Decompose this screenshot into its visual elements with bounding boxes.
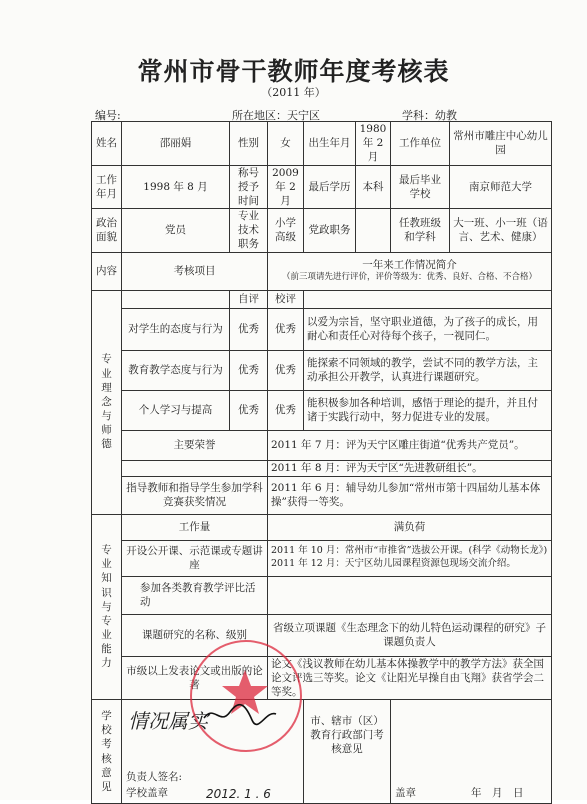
r2-school: 优秀: [268, 350, 304, 390]
work-start-label: 工作年月: [92, 165, 122, 209]
birth-value: 1980 年 2 月: [356, 122, 391, 166]
dept-opinion-cell: [391, 700, 552, 804]
r1-self: 优秀: [230, 308, 268, 350]
school-label: 最后毕业学校: [391, 165, 450, 209]
papers-label: 市级以上发表论文或出版的论著: [122, 656, 268, 700]
blank-cell: [122, 460, 268, 476]
signer-label: 负责人签名:: [126, 771, 183, 784]
honor-line-1: 2011 年 7 月：评为天宁区雕庄街道“优秀共产党员”。: [271, 438, 525, 451]
r1-school: 优秀: [268, 308, 304, 350]
r3-label: 个人学习与提高: [122, 390, 230, 430]
r3-self: 优秀: [230, 390, 268, 430]
summary-title: 一年来工作情况简介: [362, 259, 457, 272]
party-post-label: 党政职务: [304, 209, 356, 253]
professional-value: 小学高级: [268, 209, 304, 253]
handwritten-date: 2012. 1 . 6: [206, 787, 271, 802]
r3-school: 优秀: [268, 390, 304, 430]
school-value: 南京师范大学: [450, 165, 552, 209]
dept-seal-label: 盖章: [395, 787, 416, 800]
unit-value: 常州市雕庄中心幼儿园: [450, 122, 552, 166]
summary-note: （前三项请先进行评价，评价等级为：优秀、良好、合格、不合格）: [281, 272, 537, 283]
open-label: 开设公开课、示范课或专题讲座: [122, 540, 268, 576]
gender-label: 性别: [230, 122, 268, 166]
gender-value: 女: [268, 122, 304, 166]
section-ethics: 专业理念与师德: [92, 290, 122, 514]
eval-text: [268, 576, 552, 614]
open-text: [268, 540, 552, 576]
section-ability: 专业知识与专业能力: [92, 514, 122, 700]
political-label: 政治面貌: [92, 209, 122, 253]
dept-date-label: 年 月 日: [471, 787, 524, 800]
signature-scribble: [200, 700, 280, 730]
region-label: 所在地区：天宁区: [232, 109, 320, 122]
self-eval-label: 自评: [230, 290, 268, 308]
professional-label: 专业技术职务: [230, 209, 268, 253]
blank-cell: [304, 290, 552, 308]
guide-label: 指导教师和指导学生参加学科竞赛获奖情况: [122, 476, 268, 514]
name-value: 邵丽娟: [122, 122, 230, 166]
open-line-1: 2011 年 10 月：常州市“市推省”选拔公开课。(科学《动物长龙》): [271, 545, 548, 557]
handwritten-opinion: 情况属实: [128, 709, 208, 734]
unit-label: 工作单位: [391, 122, 450, 166]
r1-label: 对学生的态度与行为: [122, 308, 230, 350]
workload-text: 满负荷: [268, 514, 552, 540]
education-label: 最后学历: [304, 165, 356, 209]
title-time-value: 2009 年 2 月: [268, 165, 304, 209]
r3-text: 能积极参加各种培训，感悟于理论的提升，并且付诸于实践行动中，努力促进专业的发展。: [304, 390, 552, 430]
number-label: 编号:: [95, 109, 121, 122]
classes-label: 任教班级和学科: [391, 209, 450, 253]
item-label: 考核项目: [122, 252, 268, 290]
subject-label: 学科：幼教: [402, 109, 457, 122]
dept-label: 市、辖市（区）教育行政部门考核意见: [304, 700, 391, 804]
work-start-value: 1998 年 8 月: [122, 165, 230, 209]
education-value: 本科: [356, 165, 391, 209]
party-post-value: [356, 209, 391, 253]
research-text: 省级立项课题《生态理念下的幼儿特色运动课程的研究》子课题负责人: [268, 614, 552, 656]
name-label: 姓名: [92, 122, 122, 166]
papers-text: 论文《浅议教师在幼儿基本体操教学中的教学方法》获全国论文评选三等奖。论文《让阳光早操自由飞翔》获省学会二等奖。: [268, 656, 552, 700]
school-seal-label: 学校盖章: [126, 787, 168, 800]
section-school-opinion: 学校考核意见: [92, 700, 122, 804]
school-stamp: [190, 640, 302, 752]
summary-header: [268, 252, 552, 290]
workload-label: 工作量: [122, 514, 268, 540]
classes-value: 大一班、小一班（语言、艺术、健康）: [450, 209, 552, 253]
school-eval-label: 校评: [268, 290, 304, 308]
title-time-label: 称号授予时间: [230, 165, 268, 209]
eval-label: 参加各类教育教学评比活动: [122, 576, 268, 614]
r2-label: 教育教学态度与行为: [122, 350, 230, 390]
open-line-2: 2011 年 12 月：天宁区幼儿园课程资源包现场交流介绍。: [271, 558, 516, 570]
content-label: 内容: [92, 252, 122, 290]
honor-label: 主要荣誉: [122, 430, 268, 460]
blank-cell: [122, 290, 230, 308]
form-title: 常州市骨干教师年度考核表: [137, 57, 450, 86]
r2-self: 优秀: [230, 350, 268, 390]
r1-text: 以爱为宗旨，坚守职业道德，为了孩子的成长，用耐心和责任心对待每个孩子，一视同仁。: [304, 308, 552, 350]
research-label: 课题研究的名称、级别: [122, 614, 268, 656]
r2-text: 能探索不同领域的教学，尝试不同的教学方法，主动承担公开教学，认真进行课题研究。: [304, 350, 552, 390]
birth-label: 出生年月: [304, 122, 356, 166]
honor-line-2: 2011 年 8 月：评为天宁区“先进教研组长”。: [268, 460, 552, 476]
honor-text: [268, 430, 552, 460]
political-value: 党员: [122, 209, 230, 253]
guide-text: 2011 年 6 月：辅导幼儿参加“常州市第十四届幼儿基本体操”获得一等奖。: [268, 476, 552, 514]
form-year: （2011 年）: [261, 86, 326, 99]
assessment-table: [91, 121, 552, 804]
